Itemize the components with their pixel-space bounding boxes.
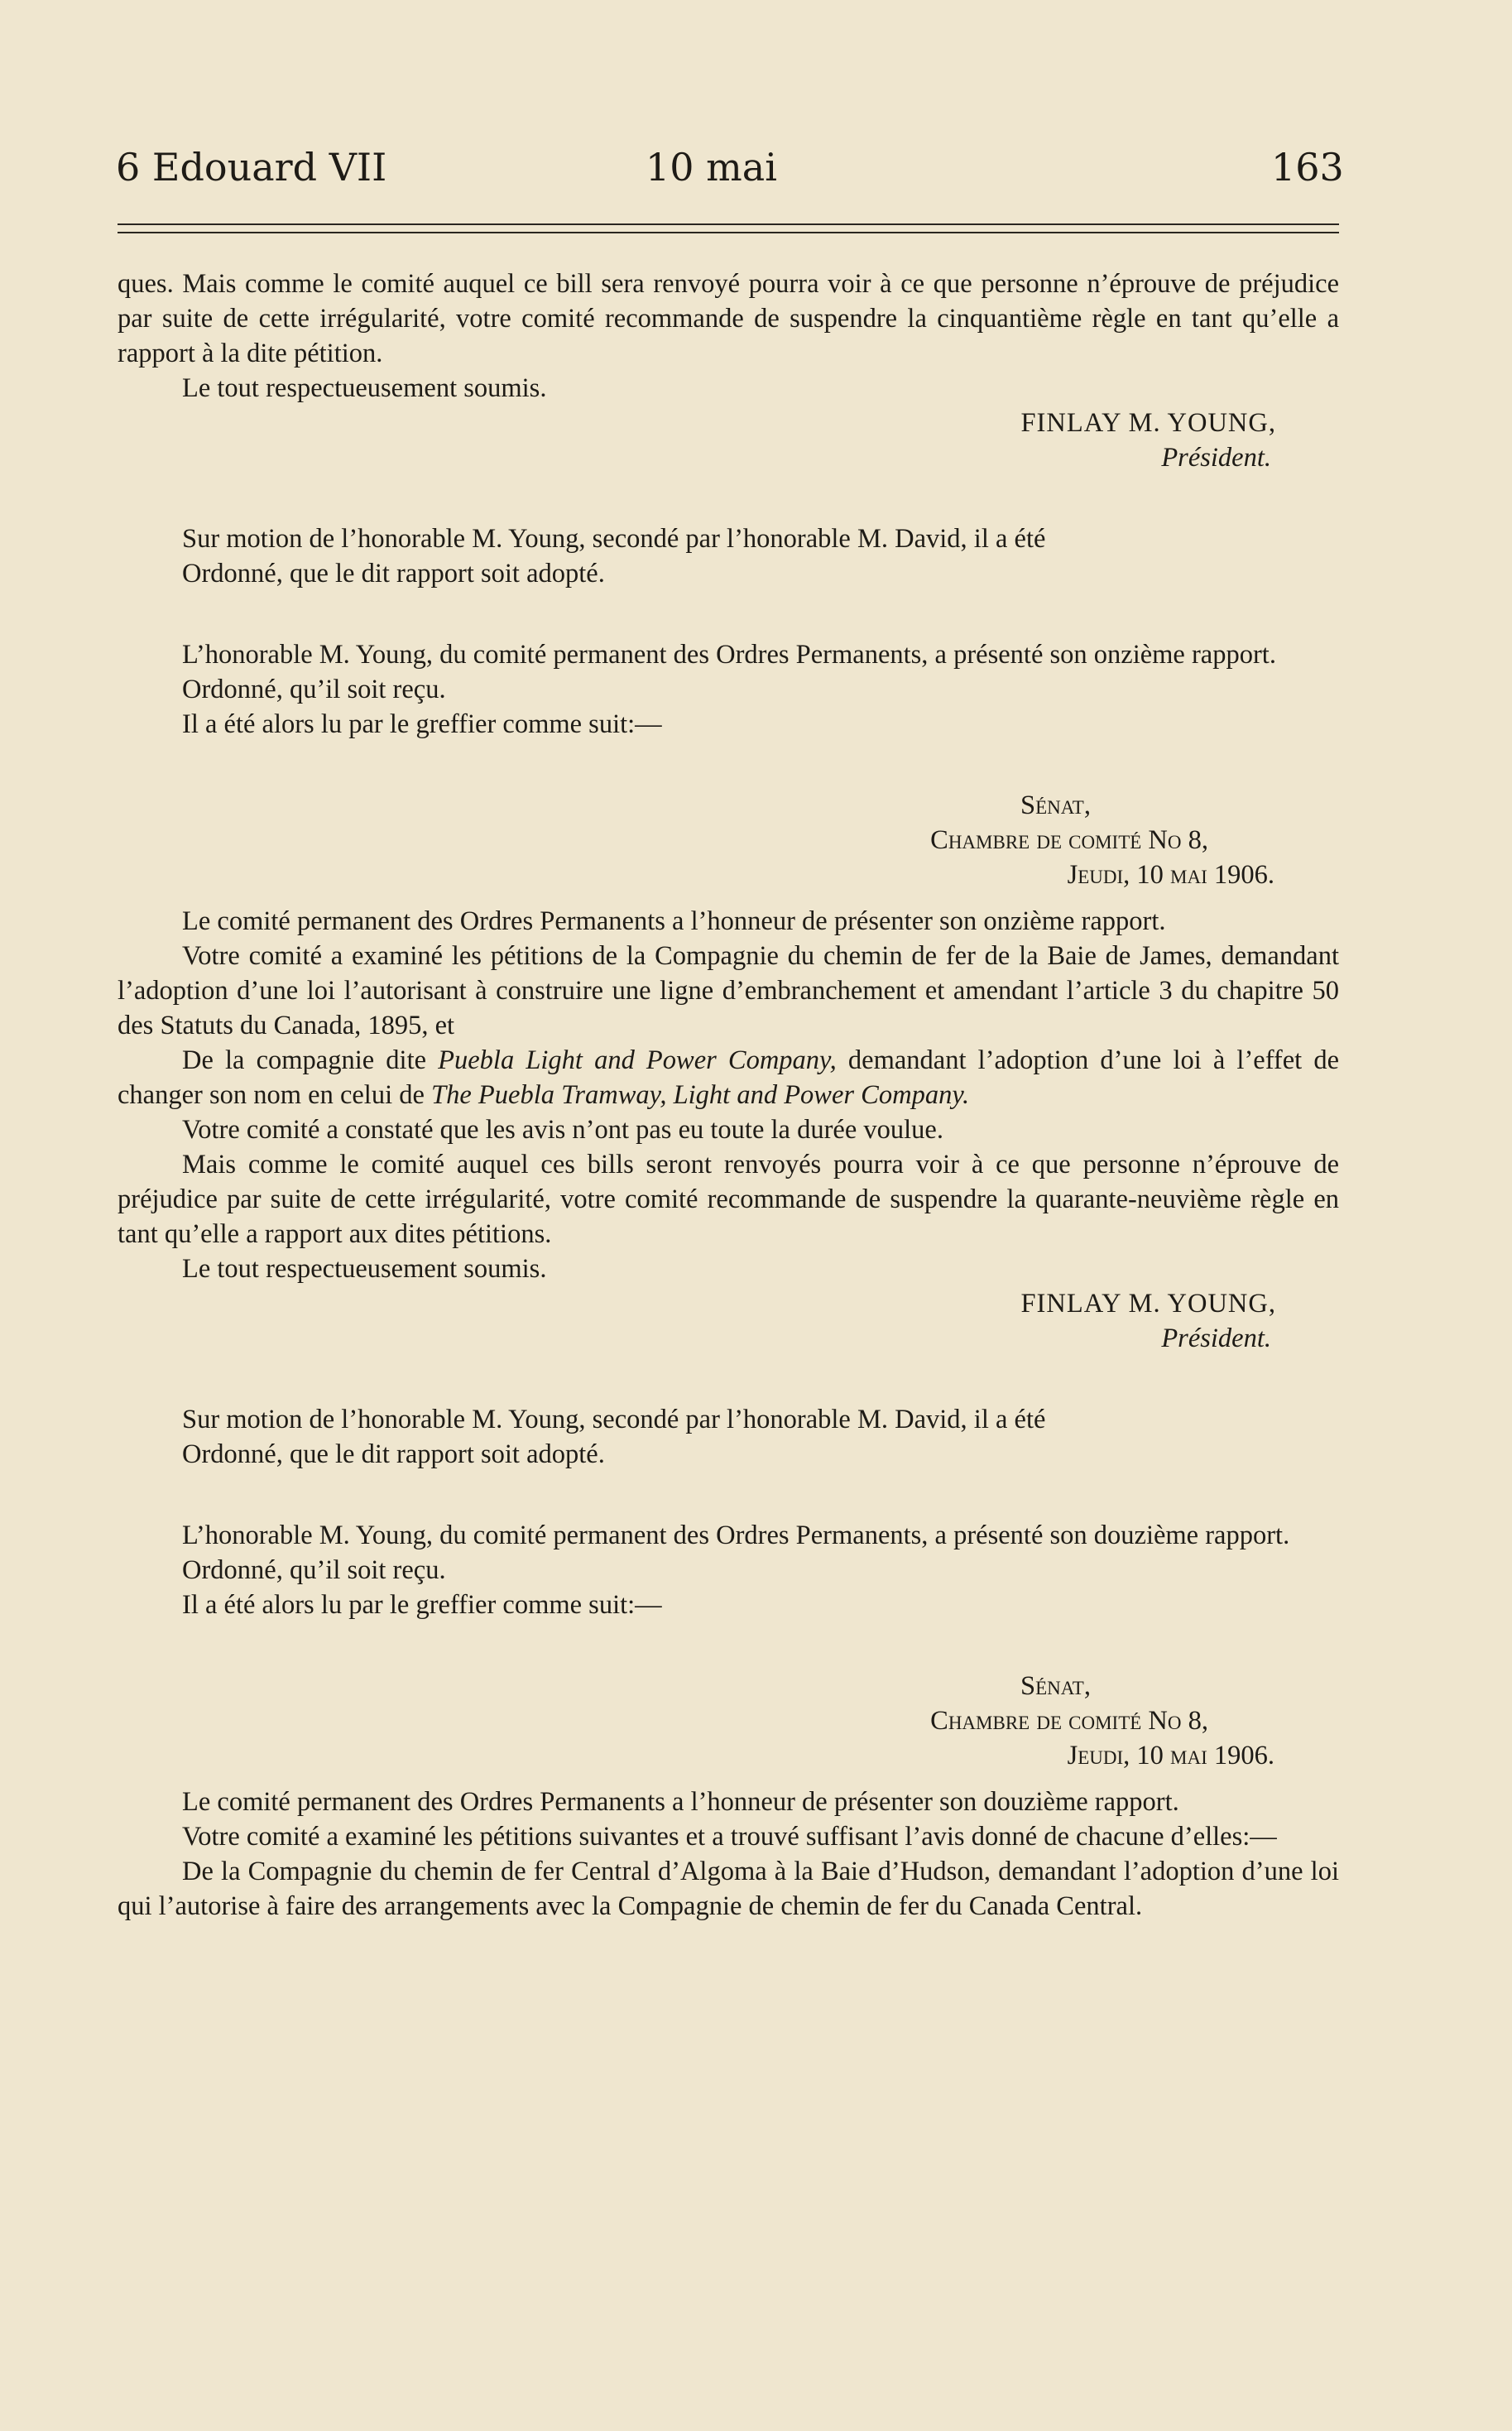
paragraph: Le tout respectueusement soumis.	[182, 373, 547, 403]
heading-line: Chambre de comité No 8,	[930, 825, 1208, 855]
paragraph: Ordonné, que le dit rapport soit adopté.	[182, 559, 605, 589]
report-heading	[118, 1669, 1339, 1773]
signature	[118, 1286, 1339, 1356]
header-rule-top	[118, 223, 1339, 225]
paragraph: Sur motion de l’honorable M. Young, secondé par l’honorable M. David, il a été	[182, 524, 1046, 554]
paragraph: L’honorable M. Young, du comité permanent des Ordres Permanents, a présenté son douzième rapport.	[182, 1521, 1290, 1550]
text-column	[118, 267, 1339, 1924]
paragraph: Votre comité a constaté que les avis n’ont pas eu toute la durée voulue.	[182, 1115, 943, 1145]
paragraph: De la compagnie dite Puebla Light and Power Company, demandant l’adoption d’une loi à l’effet de changer son nom en celui de The Puebla Tramway, Light and Power Company.	[118, 1045, 1339, 1110]
paragraph: Le comité permanent des Ordres Permanents a l’honneur de présenter son onzième rapport.	[182, 906, 1166, 936]
paragraph: L’honorable M. Young, du comité permanent des Ordres Permanents, a présenté son onzième rapport.	[182, 640, 1276, 670]
heading-line: Jeudi, 10 mai 1906.	[1067, 1741, 1274, 1770]
paragraph: ques. Mais comme le comité auquel ce bill sera renvoyé pourra voir à ce que personne n’éprouve de préjudice par suite de cette irrégularité, votre comité recommande de suspendre la cinquantième règle en tant qu’elle a rapport à la dite pétition.	[118, 269, 1339, 368]
running-header-date: 10 mai	[646, 145, 777, 190]
heading-line: Chambre de comité No 8,	[930, 1706, 1208, 1736]
paragraph: Ordonné, qu’il soit reçu.	[182, 1555, 446, 1585]
paragraph: Il a été alors lu par le greffier comme suit:—	[182, 709, 662, 739]
paragraph: Votre comité a examiné les pétitions suivantes et a trouvé suffisant l’avis donné de chacune d’elles:—	[182, 1822, 1277, 1852]
running-header-left: 6 Edouard VII	[116, 145, 387, 190]
paragraph: Ordonné, que le dit rapport soit adopté.	[182, 1439, 605, 1469]
signature-name: FINLAY M. YOUNG,	[1020, 1289, 1276, 1319]
company-name: The Puebla Tramway, Light and Power Company.	[431, 1080, 970, 1110]
paragraph: Votre comité a examiné les pétitions de la Compagnie du chemin de fer de la Baie de James, demandant l’adoption d’une loi l’autorisant à construire une ligne d’embranchement et amendant l’article 3 du chapitre 50 des Statuts du Canada, 1895, et	[118, 941, 1339, 1040]
signature-name: FINLAY M. YOUNG,	[1020, 408, 1276, 438]
paragraph: Ordonné, qu’il soit reçu.	[182, 675, 446, 704]
company-name: Puebla Light and Power Company,	[438, 1045, 837, 1075]
paragraph: Le comité permanent des Ordres Permanents a l’honneur de présenter son douzième rapport.	[182, 1787, 1179, 1817]
paragraph: De la Compagnie du chemin de fer Central d’Algoma à la Baie d’Hudson, demandant l’adoption d’une loi qui l’autorise à faire des arrangements avec la Compagnie de chemin de fer du Canada Central.	[118, 1857, 1339, 1921]
report-heading	[118, 788, 1339, 892]
paragraph: Il a été alors lu par le greffier comme suit:—	[182, 1590, 662, 1620]
paragraph: Mais comme le comité auquel ces bills seront renvoyés pourra voir à ce que personne n’éprouve de préjudice par suite de cette irrégularité, votre comité recommande de suspendre la quarante-neuvième règle en tant qu’elle a rapport aux dites pétitions.	[118, 1150, 1339, 1249]
paragraph: Sur motion de l’honorable M. Young, secondé par l’honorable M. David, il a été	[182, 1405, 1046, 1434]
header-rule-bottom	[118, 232, 1339, 233]
paragraph: Le tout respectueusement soumis.	[182, 1254, 547, 1284]
heading-line: Jeudi, 10 mai 1906.	[1067, 860, 1274, 890]
page-number: 163	[1271, 145, 1344, 190]
heading-line: Sénat,	[1020, 1671, 1091, 1701]
signature	[118, 406, 1339, 475]
signature-title: Président.	[1161, 443, 1271, 473]
heading-line: Sénat,	[1020, 790, 1091, 820]
signature-title: Président.	[1161, 1324, 1271, 1353]
